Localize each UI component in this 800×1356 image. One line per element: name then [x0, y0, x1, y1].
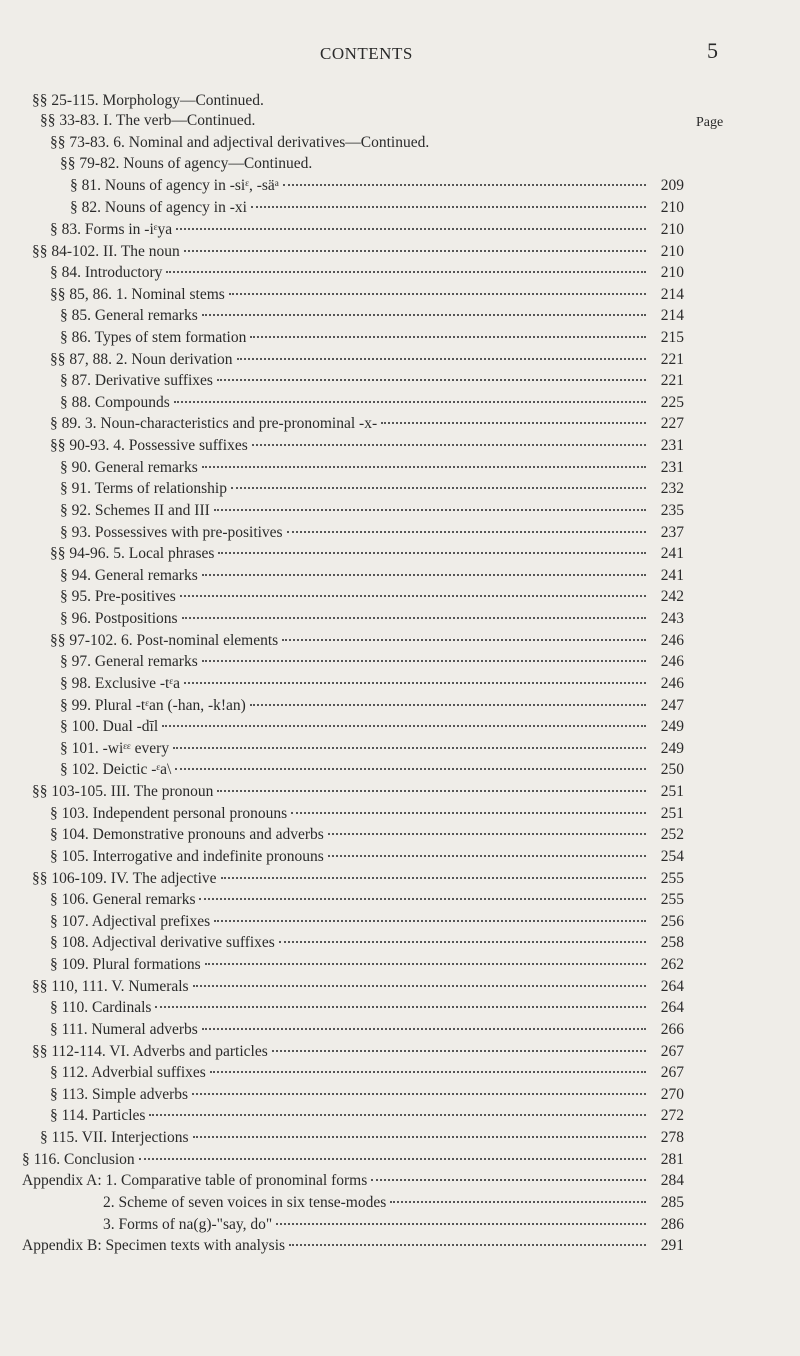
- toc-entry-title: §§ 94-96. 5. Local phrases: [50, 545, 215, 562]
- dot-leader: [202, 660, 646, 662]
- dot-leader: [166, 271, 646, 273]
- toc-entry: [60, 154, 312, 174]
- toc-entry: [50, 285, 684, 305]
- toc-entry-title: § 106. General remarks: [50, 891, 196, 908]
- dot-leader: [229, 293, 646, 295]
- toc-entry: [50, 1106, 684, 1126]
- dot-leader: [205, 963, 646, 965]
- toc-entry-page: 255: [660, 891, 684, 908]
- dot-leader: [202, 314, 646, 316]
- toc-entry-title: § 82. Nouns of agency in -xi: [70, 199, 247, 216]
- toc-entry: [60, 566, 684, 586]
- toc-entry-page: 255: [660, 870, 684, 887]
- toc-entry-page: 286: [660, 1216, 684, 1233]
- dot-leader: [371, 1179, 646, 1181]
- toc-entry-page: 278: [660, 1129, 684, 1146]
- toc-entry: [50, 220, 684, 240]
- toc-entry: [50, 998, 684, 1018]
- toc-entry-page: 221: [660, 351, 684, 368]
- toc-entry-page: 227: [660, 415, 684, 432]
- toc-entry-page: 264: [660, 978, 684, 995]
- dot-leader: [276, 1223, 646, 1225]
- toc-entry: [50, 955, 684, 975]
- toc-entry: [103, 1193, 684, 1213]
- toc-entry: [50, 133, 429, 153]
- toc-entry-title: § 94. General remarks: [60, 567, 198, 584]
- toc-entry: [50, 263, 684, 283]
- dot-leader: [210, 1071, 646, 1073]
- toc-entry-page: 246: [660, 632, 684, 649]
- toc-entry-page: 235: [660, 502, 684, 519]
- dot-leader: [381, 422, 646, 424]
- toc-entry-page: 249: [660, 718, 684, 735]
- toc-entry-page: 210: [660, 199, 684, 216]
- toc-entry-title: § 90. General remarks: [60, 459, 198, 476]
- toc-entry: [60, 393, 684, 413]
- toc-entry: [60, 674, 684, 694]
- toc-entry-title: § 86. Types of stem formation: [60, 329, 247, 346]
- dot-leader: [251, 206, 646, 208]
- toc-entry-title: § 116. Conclusion: [22, 1151, 135, 1168]
- toc-entry-title: §§ 103-105. III. The pronoun: [32, 783, 214, 800]
- dot-leader: [162, 725, 646, 727]
- dot-leader: [184, 250, 646, 252]
- toc-entry-title: §§ 79-82. Nouns of agency—Continued.: [60, 155, 313, 172]
- dot-leader: [180, 595, 646, 597]
- toc-entry: [60, 717, 684, 737]
- toc-entry-title: § 104. Demonstrative pronouns and adverbs: [50, 826, 324, 843]
- dot-leader: [175, 768, 646, 770]
- toc-entry: [50, 436, 684, 456]
- toc-entry-page: 252: [660, 826, 684, 843]
- toc-entry-title: §§ 87, 88. 2. Noun derivation: [50, 351, 233, 368]
- dot-leader: [237, 358, 646, 360]
- toc-entry-page: 266: [660, 1021, 684, 1038]
- toc-entry: [60, 696, 684, 716]
- toc-entry: [22, 1150, 684, 1170]
- toc-entry: [60, 501, 684, 521]
- toc-entry-title: §§ 97-102. 6. Post-nominal elements: [50, 632, 279, 649]
- dot-leader: [155, 1006, 646, 1008]
- toc-entry-page: 210: [660, 221, 684, 238]
- toc-entry-page: 264: [660, 999, 684, 1016]
- toc-entry-title: § 81. Nouns of agency in -siᵋ, -säᵃ: [70, 177, 280, 194]
- toc-entry-page: 251: [660, 783, 684, 800]
- toc-entry-page: 237: [660, 524, 684, 541]
- toc-entry: [103, 1215, 684, 1235]
- toc-entry-page: 254: [660, 848, 684, 865]
- toc-entry-title: § 105. Interrogative and indefinite pronouns: [50, 848, 324, 865]
- toc-entry: [32, 242, 684, 262]
- toc-entry-page: 246: [660, 675, 684, 692]
- toc-entry-page: 209: [660, 177, 684, 194]
- toc-entry: [60, 523, 684, 543]
- toc-entry: [22, 1236, 684, 1256]
- toc-entry: [32, 91, 264, 111]
- toc-entry-title: § 112. Adverbial suffixes: [50, 1064, 206, 1081]
- toc-entry-page: 214: [660, 307, 684, 324]
- toc-entry: [60, 652, 684, 672]
- toc-entry-title: § 84. Introductory: [50, 264, 163, 281]
- toc-entry-title: § 98. Exclusive -tᵋa: [60, 675, 180, 692]
- toc-entry: [60, 458, 684, 478]
- toc-entry-page: 251: [660, 805, 684, 822]
- toc-entry-title: § 83. Forms in -iᵋya: [50, 221, 173, 238]
- dot-leader: [139, 1158, 646, 1160]
- dot-leader: [193, 985, 646, 987]
- toc-entry: [50, 933, 684, 953]
- toc-entry-title: § 95. Pre-positives: [60, 588, 176, 605]
- toc-entry-title: § 114. Particles: [50, 1107, 146, 1124]
- dot-leader: [390, 1201, 646, 1203]
- toc-entry-title: § 107. Adjectival prefixes: [50, 913, 211, 930]
- toc-entry: [50, 414, 684, 434]
- dot-leader: [217, 379, 646, 381]
- toc-entry-title: § 115. VII. Interjections: [40, 1129, 189, 1146]
- dot-leader: [192, 1093, 646, 1095]
- toc-entry-page: 291: [660, 1237, 684, 1254]
- toc-entry-page: 247: [660, 697, 684, 714]
- dot-leader: [328, 855, 646, 857]
- page-column-label: Page: [696, 115, 724, 130]
- toc-entry-title: § 91. Terms of relationship: [60, 480, 227, 497]
- dot-leader: [176, 228, 646, 230]
- toc-entry-title: § 102. Deictic -ᵋa\: [60, 761, 172, 778]
- toc-entry: [60, 587, 684, 607]
- toc-entry-page: 210: [660, 243, 684, 260]
- toc-entry-page: 267: [660, 1064, 684, 1081]
- toc-entry: [60, 306, 684, 326]
- toc-entry-title: §§ 112-114. VI. Adverbs and particles: [32, 1043, 268, 1060]
- toc-entry-title: §§ 106-109. IV. The adjective: [32, 870, 217, 887]
- toc-entry-page: 242: [660, 588, 684, 605]
- toc-entry-page: 270: [660, 1086, 684, 1103]
- toc-entry: [50, 825, 684, 845]
- toc-entry: [60, 609, 684, 629]
- dot-leader: [214, 920, 646, 922]
- toc-entry: [32, 869, 684, 889]
- toc-entry: [50, 631, 684, 651]
- toc-entry: [50, 804, 684, 824]
- toc-entry-page: 262: [660, 956, 684, 973]
- toc-entry-title: § 88. Compounds: [60, 394, 170, 411]
- toc-entry-title: § 100. Dual -dīl: [60, 718, 159, 735]
- dot-leader: [250, 336, 646, 338]
- dot-leader: [149, 1114, 646, 1116]
- dot-leader: [272, 1050, 646, 1052]
- toc-entry-title: § 113. Simple adverbs: [50, 1086, 189, 1103]
- toc-entry-page: 285: [660, 1194, 684, 1211]
- toc-entry: [70, 198, 684, 218]
- dot-leader: [218, 552, 646, 554]
- toc-entry-title: § 111. Numeral adverbs: [50, 1021, 198, 1038]
- dot-leader: [199, 898, 646, 900]
- toc-entry-page: 250: [660, 761, 684, 778]
- dot-leader: [214, 509, 646, 511]
- toc-entry-title: §§ 25-115. Morphology—Continued.: [32, 92, 264, 109]
- toc-entry-page: 267: [660, 1043, 684, 1060]
- toc-entry: [50, 1020, 684, 1040]
- dot-leader: [174, 401, 646, 403]
- dot-leader: [202, 466, 646, 468]
- toc-entry-page: 214: [660, 286, 684, 303]
- dot-leader: [291, 812, 646, 814]
- dot-leader: [283, 184, 646, 186]
- toc-entry-title: § 110. Cardinals: [50, 999, 152, 1016]
- toc-entry: [50, 912, 684, 932]
- toc-entry-title: § 109. Plural formations: [50, 956, 201, 973]
- toc-entry-page: 241: [660, 545, 684, 562]
- running-title: CONTENTS: [320, 44, 413, 63]
- toc-entry-title: § 89. 3. Noun-characteristics and pre-pronominal -x-: [50, 415, 378, 432]
- toc-entry-page: 272: [660, 1107, 684, 1124]
- toc-entry-title: § 92. Schemes II and III: [60, 502, 210, 519]
- toc-entry: [50, 1085, 684, 1105]
- dot-leader: [252, 444, 646, 446]
- toc-entry-title: § 96. Postpositions: [60, 610, 178, 627]
- toc-entry-title: Appendix B: Specimen texts with analysis: [22, 1237, 286, 1254]
- toc-entry-page: 256: [660, 913, 684, 930]
- dot-leader: [279, 941, 646, 943]
- dot-leader: [221, 877, 646, 879]
- toc-entry-title: § 97. General remarks: [60, 653, 198, 670]
- dot-leader: [328, 833, 646, 835]
- toc-entry-page: 284: [660, 1172, 684, 1189]
- toc-entry-title: § 101. -wiᵋᵋ every: [60, 740, 170, 757]
- toc-entry-title: § 103. Independent personal pronouns: [50, 805, 288, 822]
- toc-entry-page: 241: [660, 567, 684, 584]
- toc-entry-page: 231: [660, 459, 684, 476]
- toc-entry: [40, 111, 255, 131]
- toc-entry: [50, 890, 684, 910]
- toc-entry-title: § 85. General remarks: [60, 307, 198, 324]
- toc-entry: [50, 544, 684, 564]
- dot-leader: [250, 704, 646, 706]
- dot-leader: [231, 487, 646, 489]
- toc-entry-title: § 99. Plural -tᵋan (-han, -k!an): [60, 697, 246, 714]
- toc-entry: [60, 328, 684, 348]
- toc-entry-page: 232: [660, 480, 684, 497]
- dot-leader: [182, 617, 646, 619]
- toc-entry-page: 246: [660, 653, 684, 670]
- toc-entry-page: 221: [660, 372, 684, 389]
- toc-entry-title: §§ 84-102. II. The noun: [32, 243, 180, 260]
- toc-entry-page: 210: [660, 264, 684, 281]
- toc-entry-page: 231: [660, 437, 684, 454]
- toc-entry: [40, 1128, 684, 1148]
- dot-leader: [193, 1136, 646, 1138]
- toc-entry: [50, 350, 684, 370]
- dot-leader: [173, 747, 646, 749]
- toc-entry-title: § 87. Derivative suffixes: [60, 372, 213, 389]
- toc-entry-title: 3. Forms of na(g)-"say, do": [103, 1216, 273, 1233]
- toc-entry: [50, 1063, 684, 1083]
- toc-entry-title: Appendix A: 1. Comparative table of pronominal forms: [22, 1172, 368, 1189]
- dot-leader: [202, 1028, 646, 1030]
- toc-entry-title: §§ 110, 111. V. Numerals: [32, 978, 189, 995]
- toc-entry-title: §§ 85, 86. 1. Nominal stems: [50, 286, 225, 303]
- dot-leader: [202, 574, 646, 576]
- toc-entry-page: 258: [660, 934, 684, 951]
- toc-entry-page: 281: [660, 1151, 684, 1168]
- dot-leader: [289, 1244, 646, 1246]
- toc-entry-title: 2. Scheme of seven voices in six tense-modes: [103, 1194, 387, 1211]
- toc-entry: [60, 479, 684, 499]
- toc-entry: [32, 1042, 684, 1062]
- toc-entry-page: 225: [660, 394, 684, 411]
- dot-leader: [217, 790, 646, 792]
- toc-entry-title: §§ 33-83. I. The verb—Continued.: [40, 112, 256, 129]
- toc-entry-title: § 93. Possessives with pre-positives: [60, 524, 283, 541]
- toc-entry-page: 215: [660, 329, 684, 346]
- toc-entry-page: 243: [660, 610, 684, 627]
- dot-leader: [184, 682, 646, 684]
- dot-leader: [282, 639, 646, 641]
- toc-entry-title: §§ 73-83. 6. Nominal and adjectival derivatives—Continued.: [50, 134, 430, 151]
- toc-entry: [60, 760, 684, 780]
- toc-entry-page: 249: [660, 740, 684, 757]
- toc-entry: [22, 1171, 684, 1191]
- toc-entry: [60, 739, 684, 759]
- page-number: 5: [707, 38, 719, 63]
- toc-entry-title: §§ 90-93. 4. Possessive suffixes: [50, 437, 248, 454]
- dot-leader: [287, 531, 646, 533]
- toc-entry-title: § 108. Adjectival derivative suffixes: [50, 934, 275, 951]
- toc-entry: [60, 371, 684, 391]
- toc-entry: [50, 847, 684, 867]
- toc-entry: [32, 782, 684, 802]
- toc-entry: [32, 977, 684, 997]
- toc-entry: [70, 176, 684, 196]
